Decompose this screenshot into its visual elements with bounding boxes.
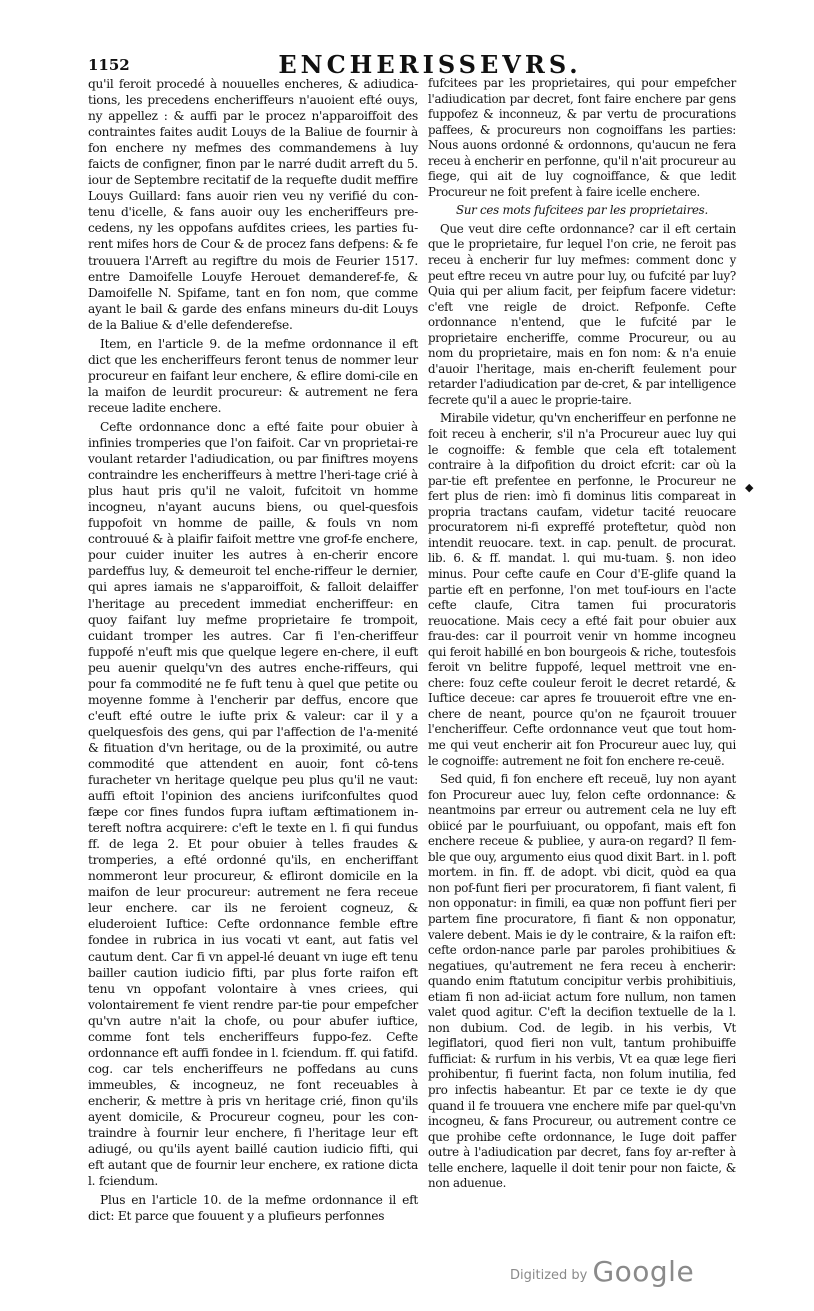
right-paragraph-2: Que veut dire cefte ordonnance? car il eft certain que le proprietaire, fur lequel l'on crie, ne feroit pas receu à encherir fur luy mefmes: comment donc y peut eftre receu vn autre pour luy, ou fufcité par luy? Quia qui per alium facit, per feipfum facere videtur: c'eft vne reigle de droict. Refponfe. Cefte ordonnance n'entend, que le fufcité par le proprietaire encheriffe, comme Procureur, ou au nom du proprietaire, mais en fon nom: & n'a enuie d'auoir l'heritage, mais en-cherift feulement pour retarder l'adiudication par de-cret, & par intelligence fecrete qu'il a auec le proprie-taire.	[428, 221, 736, 407]
page-number: 1152	[88, 56, 130, 74]
watermark-prefix: Digitized by	[510, 1268, 588, 1283]
running-title: ENCHERISSEVRS.	[278, 50, 582, 79]
right-paragraph-4: Sed quid, fi fon enchere eft receuë, luy non ayant fon Procureur auec luy, felon cefte ordonnance: & neantmoins par erreur ou autrement cela ne luy eft obiicé par le pourfuiuant, ou oppofant, mais eft fon enchere receue & publiee, y aura-on regard? Il fem-ble que ouy, argumento eius quod dixit Bart. in l. poft mortem. in fin. ff. de adopt. vbi dicit, quòd ea qua non pof-funt fieri per procuratorem, fi fiant valent, fi non opponatur: in fimili, ea quæ non poffunt fieri per partem fine procuratore, fi fiant & non opponatur, valere debent. Mais ie dy le contraire, & la raifon eft: cefte ordon-nance parle par paroles prohibitiues & negatiues, qu'autrement ne fera receu à encherir: quando enim ftatutum concipitur verbis prohibitiuis, etiam fi non ad-iiciat actum fore nullum, non tamen valet quod agitur. C'eft la decifion textuelle de la l. non dubium. Cod. de legib. in his verbis, Vt legiflatori, quod fieri non vult, tantum prohibuiffe fufficiat: & rurfum in his verbis, Vt ea quæ lege fieri prohibentur, fi fuerint facta, non folum inutilia, fed pro infectis habeantur. Et par ce texte ie dy que quand il fe trouuera vne enchere mife par quel-qu'vn incogneu, & fans Procureur, ou autrement contre ce que prohibe cefte ordonnance, le Iuge doit paffer outre à l'adiudication par decret, fans foy ar-refter à telle enchere, laquelle il doit tenir pour non faicte, & non aduenue.	[428, 772, 736, 1191]
margin-mark: ◆	[745, 481, 754, 494]
right-paragraph-3: Mirabile videtur, qu'vn encheriffeur en perfonne ne foit receu à encherir, s'il n'a Procureur auec luy qui le cognoiffe: & femble que cela eft totalement contraire à la difpofition du droict efcrit: car où la par-tie eft prefentee en perfonne, le Procureur ne fert plus de rien: imò fi dominus litis compareat in propria tractans caufam, videtur tacité reuocare procuratorem ni-fi expreffé proteftetur, quòd non intendit reuocare. text. in cap. penult. de procurat. lib. 6. & ff. mandat. l. qui mu-tuam. §. non ideo minus. Pour cefte caufe en Cour d'E-glife quand la partie eft en perfonne, l'on met touf-iours en l'acte cefte claufe, Citra tamen fui procuratoris reuocatione. Mais cecy a efté fait pour obuier aux frau-des: car il pourroit venir vn homme incogneu qui feroit habillé en bon bourgeois & riche, toutesfois feroit vn belitre fuppofé, lequel mettroit vne en-chere: fouz cefte couleur feroit le decret retardé, & Iuftice deceue: car apres fe trouueroit eftre vne en-chere de neant, pource qu'on ne fçauroit trouuer l'encheriffeur. Cefte ordonnance veut que tout hom-me qui veut encherir ait fon Procureur auec luy, qui le cognoiffe: autrement ne foit fon enchere re-ceuë.	[428, 411, 736, 768]
left-column	[88, 76, 418, 1224]
left-paragraph-2: Item, en l'article 9. de la mefme ordonnance il eft dict que les encheriffeurs feront tenus de nommer leur procureur en faifant leur enchere, & eflire domi-cile en la maifon de leurdit procureur: & autrement ne fera receue ladite enchere.	[88, 336, 418, 415]
digitization-watermark	[510, 1255, 694, 1288]
left-paragraph-1: qu'il feroit procedé à nouuelles encheres, & adiudica-tions, les precedens encheriffeurs n'auoient efté ouys, ny appellez : & auffi par le procez n'apparoiffoit des contraintes faites audit Louys de la Baliue de fournir à fon enchere ny mefmes des commandemens à luy faicts de configner, finon par le narré dudit arreft du 5. iour de Septembre recitatif de la requefte dudit meffire Louys Guillard: fans auoir rien veu ny verifié du con-tenu d'icelle, & fans auoir ouy les encheriffeurs pre-cedens, ny les oppofans aufdites criees, les parties fu-rent mifes hors de Cour & de procez fans defpens: & fe trouuera l'Arreft au regiftre du mois de Feurier 1517. entre Damoifelle Louyfe Herouet demanderef-fe, & Damoifelle N. Spifame, tant en fon nom, que comme ayant le bail & garde des enfans mineurs du-dit Louys de la Baliue & d'elle defenderefse.	[88, 77, 418, 332]
section-heading: Sur ces mots fufcitees par les proprietaires.	[455, 203, 708, 218]
left-paragraph-3: Cefte ordonnance donc a efté faite pour obuier à infinies tromperies que l'on faifoit. Car vn proprietai-re voulant retarder l'adiudication, ou par finiftres moyens contraindre les encheriffeurs à mettre l'heri-tage crié à plus haut pris qu'il ne valoit, fufcitoit vn homme incogneu, n'ayant aucuns biens, ou quel-quesfois fuppofoit vn homme de paille, & fouls vn nom controuué & à plaifir faifoit mettre vne grof-fe enchere, pour cuider inuiter les autres à en-cherir encore pardeffus luy, & demeuroit tel enche-riffeur le dernier, qui apres iamais ne s'apparoiffoit, & falloit delaiffer l'heritage au precedent immediat encheriffeur: en quoy faifant luy mefme proprietaire fe trompoit, cuidant tromper les autres. Car fi l'en-cheriffeur fuppofé n'euft mis que quelque legere en-chere, il euft peu auenir quelqu'vn des autres enche-riffeurs, qui pour fa commodité ne fe fuft tenu à quel que petite ou moyenne fomme à l'encherir par deffus, encore que c'euft efté outre le iufte prix & valeur: car il y a quelquesfois des gens, qui par l'affection de l'a-menité & fituation d'vn heritage, ou de la proximité, ou autre commodité que attendent en auoir, font cô-tens furacheter vn heritage quelque peu plus qu'il ne vaut: auffi eftoit l'opinion des anciens iurifconfultes quod fæpe cor fines fundos fupra iuftam æftimationem in-tereft noftra acquirere: c'eft le texte en l. fi qui fundus ff. de lega 2. Et pour obuier à telles fraudes & tromperies, a efté ordonné qu'ils, en encheriffant nommeront leur procureur, & efliront domicile en la maifon de leur procureur: autrement ne fera receue leur enchere. car ils ne feroient cogneuz, & eluderoient Iuftice: Cefte ordonnance femble eftre fondee in rubrica in ius vocati vt eant, aut fatis vel cautum dent. Car fi vn appel-lé deuant vn iuge eft tenu bailler caution iudicio fifti, par plus forte raifon eft tenu vn oppofant volontaire à vnes criees, qui volontairement fe vient rendre par-tie pour empefcher qu'vn autre n'ait la chofe, ou pour abufer iuftice, comme font tels encheriffeurs fuppo-fez. Cefte ordonnance eft auffi fondee in l. fciendum. ff. qui fatifd. cog. car tels encheriffeurs ne poffedans au cuns immeubles, & incogneuz, ne font receuables à encherir, & mettre à pris vn heritage crié, finon qu'ils ayent domicile, & Procureur cogneu, pour les con-traindre à fournir leur enchere, fi l'heritage leur eft adiugé, ou qu'ils ayent baillé caution iudicio fifti, qui eft autant que de fournir leur enchere, ex ratione dicta l. fciendum.	[88, 419, 418, 1189]
google-logo: Google	[592, 1255, 695, 1288]
right-paragraph-1: fufcitees par les proprietaires, qui pour empefcher l'adiudication par decret, font faire enchere par gens fuppofez & inconneuz, & par vertu de procurations paffees, & procureurs non cognoiffans les parties: Nous auons ordonné & ordonnons, qu'aucun ne fera receu à encherir en perfonne, qu'il n'ait procureur au fiege, qui ait de luy cognoiffance, & que ledit Procureur ne foit prefent à faire icelle enchere.	[428, 76, 736, 199]
left-paragraph-4: Plus en l'article 10. de la mefme ordonnance il eft dict: Et parce que fouuent y a plufieurs perfonnes	[88, 1193, 418, 1224]
right-column	[428, 76, 736, 1192]
